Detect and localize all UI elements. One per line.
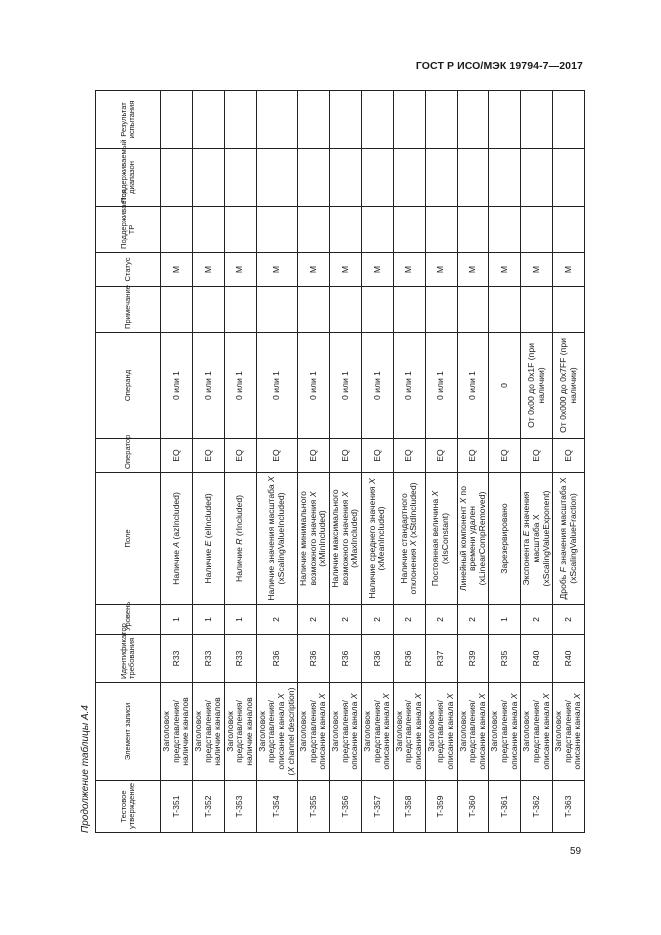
supported-range: [425, 149, 457, 207]
note: [553, 287, 585, 333]
test-result: [256, 91, 298, 149]
test-result: [521, 91, 553, 149]
note: [256, 287, 298, 333]
element-text-pre: Заголовок представления/ описание канала: [489, 699, 519, 770]
operator: EQ: [361, 439, 393, 473]
tp-supported: [425, 207, 457, 253]
operand: 0 или 1: [192, 333, 224, 439]
tp-supported: [330, 207, 362, 253]
field-text-post: (xMeanIncluded): [376, 506, 387, 571]
status: M: [298, 253, 330, 287]
record-element: Заголовок представления/ наличие каналов: [161, 683, 193, 781]
operator: EQ: [161, 439, 193, 473]
field-text-pre: Постоянная величина: [430, 496, 441, 587]
status: M: [521, 253, 553, 287]
table-row: [489, 91, 521, 833]
table-row: [224, 91, 256, 833]
assertion-id: T-363: [553, 781, 585, 833]
field: [256, 473, 298, 605]
element-text-pre: Заголовок представления/ описание канала: [361, 699, 392, 770]
tp-supported: [192, 207, 224, 253]
operator: EQ: [553, 439, 585, 473]
supported-range: [161, 149, 193, 207]
tp-supported: [224, 207, 256, 253]
level: 2: [457, 605, 489, 635]
assertion-id: T-359: [425, 781, 457, 833]
col-header-operator: Оператор: [96, 439, 161, 473]
assertion-id: T-353: [224, 781, 256, 833]
field-text-post: (xMaxIncluded): [349, 509, 360, 568]
field: [521, 473, 553, 605]
note: [161, 287, 193, 333]
requirement-id: R33: [161, 635, 193, 683]
field-variable: X: [430, 490, 441, 497]
element-variable: X: [381, 693, 392, 700]
test-result: [224, 91, 256, 149]
level: 2: [256, 605, 298, 635]
operand: 0 или 1: [161, 333, 193, 439]
requirement-id: R36: [361, 635, 393, 683]
test-result: [192, 91, 224, 149]
tp-supported: [457, 207, 489, 253]
status: M: [393, 253, 425, 287]
field: [298, 473, 330, 605]
supported-range: [192, 149, 224, 207]
assertion-id: T-352: [192, 781, 224, 833]
level: 2: [521, 605, 553, 635]
requirement-id: R40: [553, 635, 585, 683]
status: M: [425, 253, 457, 287]
element-variable: X: [349, 693, 360, 700]
field: [553, 473, 585, 605]
element-variable: X: [317, 693, 328, 700]
operand: 0 или 1: [298, 333, 330, 439]
operand: 0 или 1: [457, 333, 489, 439]
note: [224, 287, 256, 333]
operator: EQ: [521, 439, 553, 473]
record-element: [361, 683, 393, 781]
assertion-id: T-351: [161, 781, 193, 833]
level: 2: [361, 605, 393, 635]
field-text-pre: Наличие: [234, 544, 245, 582]
col-header-element: Элемент записи: [96, 683, 161, 781]
table-caption: Продолжение таблицы А.4: [80, 705, 91, 833]
operator: EQ: [298, 439, 330, 473]
page-number: 59: [570, 846, 582, 857]
assertion-id: T-354: [256, 781, 298, 833]
table-body: [161, 91, 585, 833]
test-result: [298, 91, 330, 149]
element-text-pre: Заголовок представления/ описание канала: [521, 699, 551, 770]
assertion-id: T-362: [521, 781, 553, 833]
field-text-post: по времени удален (xLinearCompRemoved): [457, 486, 487, 586]
table-row: [361, 91, 393, 833]
status: M: [489, 253, 521, 287]
field-text-post: (xMinIncluded): [317, 510, 328, 567]
field-text-pre: Дробь: [557, 572, 568, 600]
assertion-id: T-356: [330, 781, 362, 833]
operator: EQ: [425, 439, 457, 473]
element-variable: X: [508, 693, 519, 700]
operator: EQ: [489, 439, 521, 473]
supported-range: [330, 149, 362, 207]
operator: EQ: [330, 439, 362, 473]
tp-supported: [521, 207, 553, 253]
field-text-post: значения масштаба X (xScalingValueExponent): [521, 490, 551, 587]
test-result: [553, 91, 585, 149]
operator: EQ: [256, 439, 298, 473]
col-header-level: Уровень: [96, 605, 161, 635]
element-text-pre: Заголовок представления/ описание канала: [330, 699, 360, 770]
field-text-pre: Линейный компонент: [457, 503, 468, 592]
col-header-note: Примечание: [96, 287, 161, 333]
tp-supported: [489, 207, 521, 253]
requirement-id: R39: [457, 635, 489, 683]
note: [361, 287, 393, 333]
field-variable: X: [366, 478, 377, 485]
level: 1: [161, 605, 193, 635]
table-row: [553, 91, 585, 833]
field-text-post: (xStdIncluded): [408, 482, 419, 541]
table-row: [457, 91, 489, 833]
tp-supported: [393, 207, 425, 253]
element-text-pre: Заголовок представления/ описание канала: [553, 699, 583, 770]
field-text-pre: Наличие значения масштаба: [266, 481, 277, 601]
status: M: [457, 253, 489, 287]
test-result: [489, 91, 521, 149]
level: 2: [330, 605, 362, 635]
table-row: [192, 91, 224, 833]
table-row: [298, 91, 330, 833]
element-variable: X: [476, 693, 487, 700]
operand: От 0x000 до 0x7FF (при наличии): [553, 333, 585, 439]
element-variable-2: X: [285, 766, 296, 773]
field-text-post: (elIncluded): [202, 493, 213, 541]
element-text-pre: Заголовок представления/ описание канала: [425, 699, 455, 770]
field: [361, 473, 393, 605]
operand: 0 или 1: [256, 333, 298, 439]
field-variable: X: [307, 491, 318, 498]
note: [425, 287, 457, 333]
test-result: [425, 91, 457, 149]
table-row: [393, 91, 425, 833]
field-variable: X: [457, 497, 468, 504]
field-text-pre: Экспонента: [521, 536, 532, 586]
element-variable: X: [444, 693, 455, 700]
element-variable: X: [413, 693, 423, 700]
col-header-test-result: Результат испытания: [96, 91, 161, 149]
tp-supported: [161, 207, 193, 253]
note: [457, 287, 489, 333]
record-element: Заголовок представления/ наличие каналов: [224, 683, 256, 781]
test-result: [457, 91, 489, 149]
operator: EQ: [457, 439, 489, 473]
test-result: [161, 91, 193, 149]
level: 2: [298, 605, 330, 635]
requirement-id: R36: [256, 635, 298, 683]
element-variable: X: [540, 693, 551, 700]
field-variable: A: [170, 541, 181, 548]
field-text-pre: Наличие максимального возможного значения: [330, 489, 350, 588]
operator: EQ: [192, 439, 224, 473]
element-text-post-2: channel description): [285, 687, 296, 767]
level: 2: [393, 605, 425, 635]
assertion-id: T-361: [489, 781, 521, 833]
requirement-id: R35: [489, 635, 521, 683]
record-element: [521, 683, 553, 781]
table-header-row: [96, 91, 161, 833]
note: [298, 287, 330, 333]
field-variable: R: [234, 538, 245, 545]
table-row: [521, 91, 553, 833]
field: [489, 473, 521, 605]
tp-supported: [256, 207, 298, 253]
note: [489, 287, 521, 333]
operand: 0 или 1: [224, 333, 256, 439]
element-text-pre-2: (: [285, 772, 296, 776]
status: M: [330, 253, 362, 287]
operator: EQ: [393, 439, 425, 473]
table-row: [161, 91, 193, 833]
field: [393, 473, 425, 605]
field-text-post: (azIncluded): [170, 492, 181, 542]
supported-range: [553, 149, 585, 207]
supported-range: [298, 149, 330, 207]
table-row: [425, 91, 457, 833]
operand: 0 или 1: [361, 333, 393, 439]
field-text-post: (xIsConstant): [440, 512, 451, 565]
table-row: [330, 91, 362, 833]
col-header-tp-supported: Поддерживается TP: [96, 207, 161, 253]
assertion-id: T-357: [361, 781, 393, 833]
field: [457, 473, 489, 605]
record-element: [330, 683, 362, 781]
col-header-field: Поле: [96, 473, 161, 605]
level: 1: [192, 605, 224, 635]
test-assertions-table: [95, 90, 585, 833]
test-result: [330, 91, 362, 149]
level: 2: [425, 605, 457, 635]
note: [393, 287, 425, 333]
supported-range: [457, 149, 489, 207]
status: M: [256, 253, 298, 287]
field: [161, 473, 193, 605]
document-header: ГОСТ Р ИСО/МЭК 19794-7—2017: [415, 60, 583, 72]
record-element: [393, 683, 425, 781]
record-element: [256, 683, 298, 781]
record-element: [457, 683, 489, 781]
field-variable: X: [408, 540, 419, 547]
assertion-id: T-358: [393, 781, 425, 833]
col-header-requirement: Идентификатор требования: [96, 635, 161, 683]
assertion-id: T-360: [457, 781, 489, 833]
field-text-pre: Наличие среднего значения: [366, 484, 377, 599]
field: [330, 473, 362, 605]
status: M: [224, 253, 256, 287]
supported-range: [489, 149, 521, 207]
record-element: [425, 683, 457, 781]
col-header-assertion: Тестовое утверждение: [96, 781, 161, 833]
field: [224, 473, 256, 605]
supported-range: [361, 149, 393, 207]
field-variable: X: [339, 491, 350, 498]
element-text-pre: Заголовок представления/ описание канала: [457, 699, 487, 770]
record-element: [298, 683, 330, 781]
requirement-id: R36: [330, 635, 362, 683]
element-variable: X: [572, 693, 583, 700]
operand: 0 или 1: [393, 333, 425, 439]
element-text-pre: Заголовок представления/ описание канала: [256, 699, 286, 770]
tp-supported: [361, 207, 393, 253]
operand: 0 или 1: [425, 333, 457, 439]
field: [192, 473, 224, 605]
test-result: [393, 91, 425, 149]
record-element: [489, 683, 521, 781]
status: M: [192, 253, 224, 287]
supported-range: [224, 149, 256, 207]
field-text-post: (xScalingValueIncluded): [275, 492, 286, 585]
level: 2: [553, 605, 585, 635]
note: [192, 287, 224, 333]
record-element: Заголовок представления/ наличие каналов: [192, 683, 224, 781]
element-variable: X: [275, 693, 286, 700]
test-result: [361, 91, 393, 149]
table-row: [256, 91, 298, 833]
col-header-supported-range: Поддерживаемый диапазон: [96, 149, 161, 207]
level: 1: [489, 605, 521, 635]
field-text-pre: Наличие минимального возможного значения: [298, 491, 318, 586]
tp-supported: [298, 207, 330, 253]
note: [521, 287, 553, 333]
field-text-pre: Наличие стандартного отклонения: [398, 493, 419, 595]
col-header-status: Статус: [96, 253, 161, 287]
field-text-post: значения масштаба X (xScalingValueFraction): [557, 477, 578, 584]
record-element: [553, 683, 585, 781]
assertion-id: T-355: [298, 781, 330, 833]
requirement-id: R33: [192, 635, 224, 683]
field: [425, 473, 457, 605]
supported-range: [393, 149, 425, 207]
element-text-pre: Заголовок представления/ описание канала: [298, 699, 328, 770]
note: [330, 287, 362, 333]
tp-supported: [553, 207, 585, 253]
col-header-operand: Операнд: [96, 333, 161, 439]
supported-range: [256, 149, 298, 207]
field-variable: E: [202, 540, 213, 547]
status: M: [361, 253, 393, 287]
operand: 0: [489, 333, 521, 439]
field-text-pre: Зарезервировано: [499, 503, 509, 574]
requirement-id: R37: [425, 635, 457, 683]
status: M: [553, 253, 585, 287]
operator: EQ: [224, 439, 256, 473]
field-variable: X: [266, 476, 277, 482]
requirement-id: R33: [224, 635, 256, 683]
level: 1: [224, 605, 256, 635]
element-text-pre: Заголовок представления/ описание канала: [393, 699, 423, 770]
requirement-id: R36: [393, 635, 425, 683]
operand: От 0x00 до 0x1F (при наличии): [521, 333, 553, 439]
operand: 0 или 1: [330, 333, 362, 439]
rotated-table-block: [77, 91, 583, 833]
field-variable: E: [521, 530, 532, 537]
field-text-pre: Наличие: [170, 547, 181, 585]
field-text-post: (rIncluded): [234, 495, 245, 539]
field-variable: F: [557, 567, 568, 573]
requirement-id: R40: [521, 635, 553, 683]
requirement-id: R36: [298, 635, 330, 683]
field-text-pre: Наличие: [202, 546, 213, 584]
supported-range: [521, 149, 553, 207]
status: M: [161, 253, 193, 287]
